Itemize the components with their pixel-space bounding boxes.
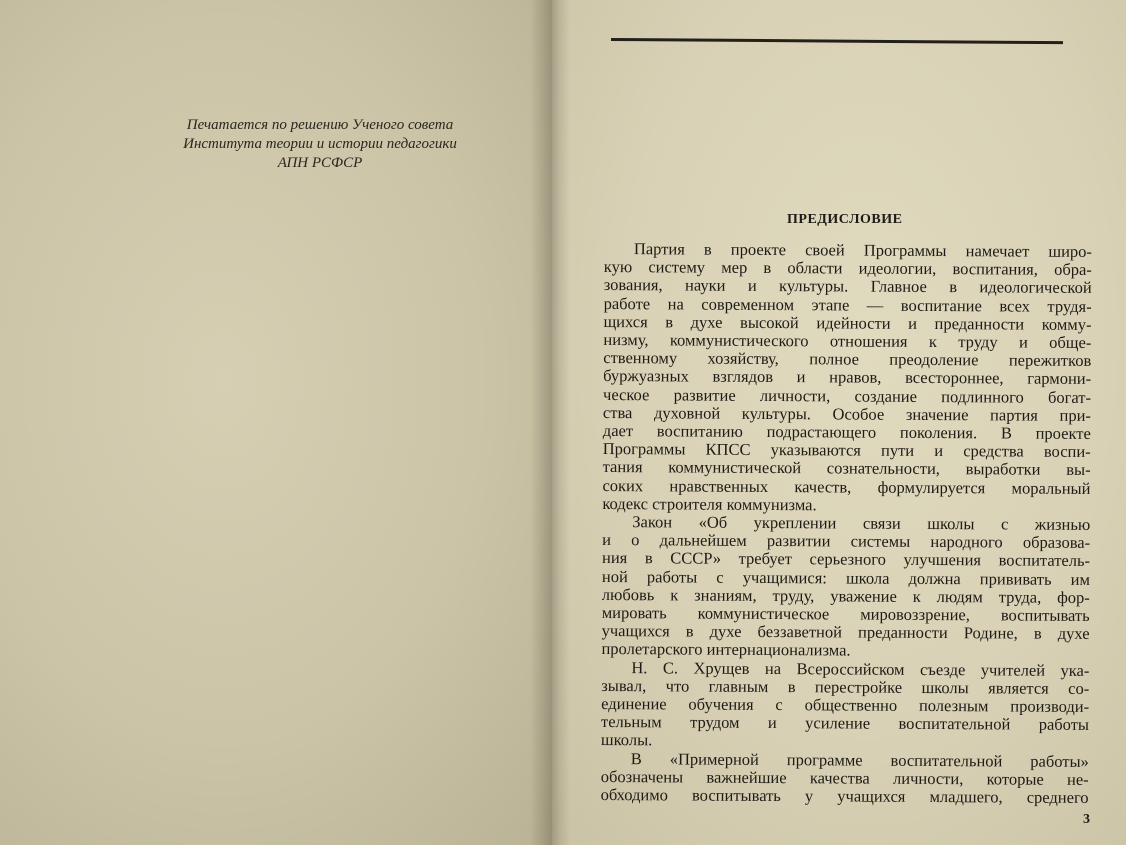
text-line: Партия в проекте своей Программы намечает широ- — [633, 239, 1092, 261]
text-line: дает воспитанию подрастающего поколения. В проекте — [602, 421, 1091, 444]
imprint-line: Печатается по решению Ученого совета — [186, 117, 454, 133]
preface-heading: ПРЕДИСЛОВИЕ — [787, 212, 903, 227]
text-line: тельным трудом и усиление воспитательной работы — [600, 712, 1090, 735]
imprint-line: АПН РСФСР — [277, 155, 363, 171]
text-line: низму, коммунистического отношения к труду и обще- — [603, 330, 1092, 352]
text-line: соких нравственных качеств, формулируется моральный — [602, 475, 1091, 498]
text-line: любовь к знаниям, труду, уважение к людям труда, фор- — [601, 584, 1090, 607]
left-page — [0, 0, 555, 845]
text-line: зования, науки и культуры. Главное в идеологической — [603, 275, 1092, 298]
page-number: 3 — [1083, 812, 1090, 827]
book-gutter — [530, 0, 570, 845]
text-line: мировать коммунистическое мировоззрение, воспитывать — [601, 603, 1090, 626]
text-line: работе на современном этапе — воспитание всех трудя- — [603, 293, 1092, 316]
text-line: щихся в духе высокой идейности и преданности комму- — [603, 311, 1092, 334]
text-line: обозначены важнейшие качества личности, которые не- — [600, 766, 1089, 789]
text-line: учащихся в духе беззаветной преданности Родине, в духе — [601, 621, 1090, 644]
text-line: единение обучения с общественно полезным производи- — [601, 694, 1090, 717]
text-line: школы. — [600, 730, 653, 750]
text-line: и о дальнейшем развитии системы народного образова- — [602, 530, 1091, 553]
imprint-line: Института теории и истории педагогики — [183, 136, 457, 152]
text-line: пролетарского интернационализма. — [601, 639, 851, 660]
text-line: ства духовной культуры. Особое значение партия при- — [602, 402, 1091, 425]
text-line: ственному хозяйству, полное преодоление пережитков — [603, 348, 1092, 371]
text-line: Программы КПСС указываются пути и средства воспи- — [602, 439, 1091, 462]
text-line: Н. С. Хрущев на Всероссийском съезде учителей ука- — [631, 657, 1090, 680]
text-line: буржуазных взглядов и нравов, всестороннее, гармони- — [603, 366, 1092, 389]
text-line: ческое развитие личности, создание подлинного богат- — [603, 384, 1092, 407]
text-line: Закон «Об укреплении связи школы с жизнью — [632, 512, 1091, 535]
text-line: кодекс строителя коммунизма. — [602, 493, 817, 515]
text-line: обходимо воспитывать у учащихся младшего, среднего — [600, 785, 1089, 808]
text-line: кую систему мер в области идеологии, воспитания, обра- — [603, 257, 1092, 280]
text-line: ной работы с учащимися: школа должна прививать им — [601, 566, 1090, 589]
text-line: ния в СССР» требует серьезного улучшения воспитатель- — [601, 548, 1091, 571]
text-line: зывал, что главным в перестройке школы является со- — [601, 675, 1090, 698]
text-line: В «Примерной программе воспитательной работы» — [630, 748, 1089, 771]
text-line: тания коммунистической сознательности, выработки вы- — [602, 457, 1091, 480]
imprint-note — [150, 116, 490, 173]
preface-body — [601, 240, 1092, 807]
